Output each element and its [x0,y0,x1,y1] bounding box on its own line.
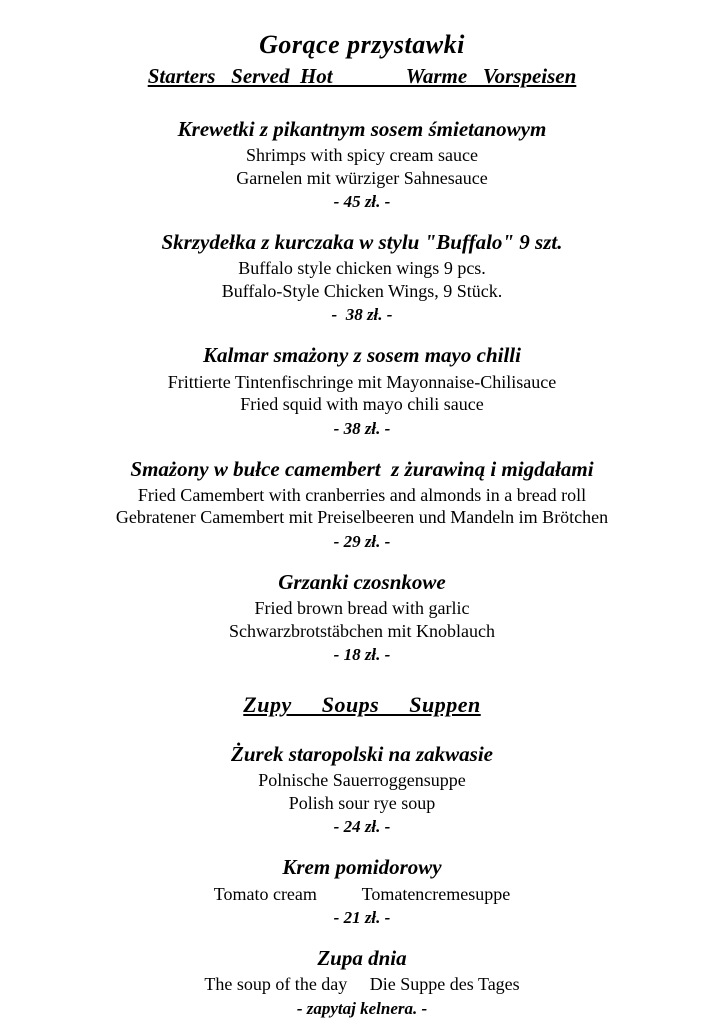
item-name: Krem pomidorowy [282,855,442,880]
menu-section [28,692,696,1020]
menu-sections [28,117,696,1020]
menu-item [28,855,696,929]
item-translation-line: Frittierte Tintenfischringe mit Mayonnaise-Chilisauce [167,371,557,392]
item-translation-line: Polish sour rye soup [288,792,436,813]
section-heading: Zupy Soups Suppen [243,692,481,718]
menu-header [28,30,696,89]
item-name: Krewetki z pikantnym sosem śmietanowym [177,117,547,141]
item-translations [28,484,696,529]
menu-item [28,343,696,439]
section-items [28,742,696,1020]
item-price: - 24 zł. - [333,817,391,837]
item-translations [28,769,696,814]
menu-item [28,457,696,553]
section-items [28,117,696,666]
item-name: Grzanki czosnkowe [278,569,446,594]
item-translation-line: The soup of the day Die Suppe des Tages [204,974,520,995]
menu-item [28,570,696,666]
menu-item [28,742,696,838]
item-name: Kalmar smażony z sosem mayo chilli [203,343,521,368]
menu-subtitle: Starters Served Hot Warme Vorspeisen [147,64,577,88]
item-translation-line: Fried brown bread with garlic [254,598,470,619]
item-translations [28,883,696,906]
item-translations [28,973,696,996]
item-price: - 21 zł. - [333,908,391,928]
menu-item [28,117,696,213]
menu-item [28,946,696,1020]
item-translations [28,371,696,416]
item-name: Skrzydełka z kurczaka w stylu "Buffalo" 9 szt. [161,230,563,255]
item-name: Smażony w bułce camembert z żurawiną i migdałami [130,456,594,481]
item-translations [28,597,696,642]
item-price: - 29 zł. - [333,531,391,551]
item-price: - 38 zł. - [333,418,391,438]
item-translation-line: Tomato cream Tomatencremesuppe [213,883,511,904]
item-name: Zupa dnia [317,946,407,971]
item-translation-line: Buffalo-Style Chicken Wings, 9 Stück. [221,280,503,301]
item-price: - 18 zł. - [333,645,391,665]
item-price: - 45 zł. - [333,192,391,212]
item-translation-line: Gebratener Camembert mit Preiselbeeren und Mandeln im Brötchen [115,507,609,528]
menu-section [28,117,696,666]
item-price: - zapytaj kelnera. - [296,998,428,1018]
item-translation-line: Garnelen mit würziger Sahnesauce [236,167,488,188]
item-translations [28,144,696,189]
item-translation-line: Fried squid with mayo chili sauce [240,394,484,415]
menu-title: Gorące przystawki [259,30,465,59]
item-translation-line: Shrimps with spicy cream sauce [246,145,478,166]
item-translation-line: Fried Camembert with cranberries and almonds in a bread roll [137,484,587,505]
item-translation-line: Schwarzbrotstäbchen mit Knoblauch [229,620,495,641]
item-name: Żurek staropolski na zakwasie [231,742,493,767]
item-translation-line: Buffalo style chicken wings 9 pcs. [238,258,486,279]
menu-item [28,230,696,326]
item-translation-line: Polnische Sauerroggensuppe [258,770,466,791]
item-translations [28,257,696,302]
item-price: - 38 zł. - [331,305,393,325]
